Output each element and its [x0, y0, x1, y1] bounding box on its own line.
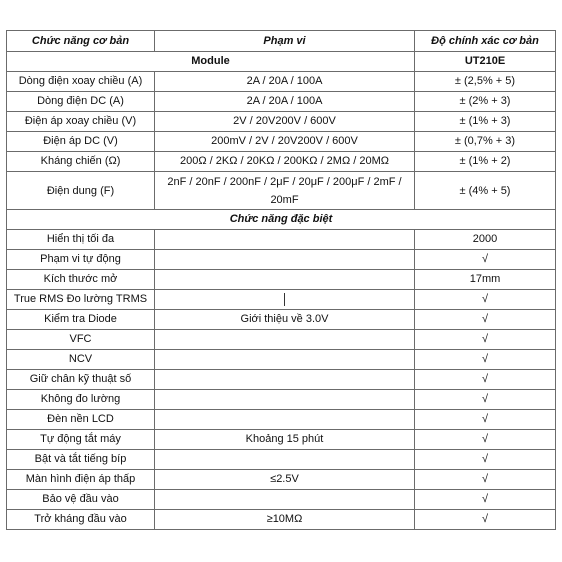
table-row — [7, 350, 556, 370]
special-value: 2000 — [415, 230, 556, 250]
special-name: VFC — [7, 330, 155, 350]
basic-name: Điện dung (F) — [7, 172, 155, 210]
basic-name: Dòng điện xoay chiều (A) — [7, 72, 155, 92]
special-name: Đèn nền LCD — [7, 410, 155, 430]
basic-accuracy: ± (2,5% + 5) — [415, 72, 556, 92]
special-value: √ — [415, 490, 556, 510]
model-value: UT210E — [415, 52, 556, 72]
special-value: √ — [415, 510, 556, 530]
special-name: Bật và tắt tiếng bíp — [7, 450, 155, 470]
basic-range: 2nF / 20nF / 200nF / 2μF / 20μF / 200μF / 2mF / 20mF — [155, 172, 415, 210]
special-value: √ — [415, 430, 556, 450]
basic-accuracy: ± (2% + 3) — [415, 92, 556, 112]
special-name: Bảo vệ đầu vào — [7, 490, 155, 510]
special-value: √ — [415, 310, 556, 330]
basic-accuracy: ± (4% + 5) — [415, 172, 556, 210]
special-range: Giới thiệu về 3.0V — [155, 310, 415, 330]
table-row — [7, 230, 556, 250]
special-value: √ — [415, 370, 556, 390]
basic-name: Dòng điện DC (A) — [7, 92, 155, 112]
special-range — [155, 450, 415, 470]
special-range: Khoảng 15 phút — [155, 430, 415, 450]
table-row — [7, 250, 556, 270]
table-row — [7, 72, 556, 92]
special-value: √ — [415, 390, 556, 410]
special-value: √ — [415, 330, 556, 350]
special-value: √ — [415, 410, 556, 430]
table-row — [7, 290, 556, 310]
table-row — [7, 410, 556, 430]
special-name: Không đo lường — [7, 390, 155, 410]
basic-range: 200mV / 2V / 20V200V / 600V — [155, 132, 415, 152]
special-range — [155, 230, 415, 250]
basic-range: 200Ω / 2KΩ / 20KΩ / 200KΩ / 2MΩ / 20MΩ — [155, 152, 415, 172]
special-name: Trở kháng đầu vào — [7, 510, 155, 530]
special-name: NCV — [7, 350, 155, 370]
table-row — [7, 510, 556, 530]
basic-range: 2V / 20V200V / 600V — [155, 112, 415, 132]
table-row — [7, 490, 556, 510]
special-range — [155, 370, 415, 390]
special-name: Kích thước mở — [7, 270, 155, 290]
table-row — [7, 172, 556, 210]
basic-name: Điện áp xoay chiều (V) — [7, 112, 155, 132]
special-name: Hiển thị tối đa — [7, 230, 155, 250]
special-name: Màn hình điện áp thấp — [7, 470, 155, 490]
special-name: Phạm vi tự động — [7, 250, 155, 270]
special-range: ≤2.5V — [155, 470, 415, 490]
header-row — [7, 31, 556, 52]
special-range-cursor-cell — [155, 290, 415, 310]
special-name: Tự động tắt máy — [7, 430, 155, 450]
special-name: True RMS Đo lường TRMS — [7, 290, 155, 310]
special-value: 17mm — [415, 270, 556, 290]
basic-name: Điện áp DC (V) — [7, 132, 155, 152]
table-row — [7, 430, 556, 450]
header-accuracy: Độ chính xác cơ bản — [415, 31, 556, 52]
table-row — [7, 390, 556, 410]
special-value: √ — [415, 350, 556, 370]
model-row — [7, 52, 556, 72]
header-function: Chức năng cơ bản — [7, 31, 155, 52]
table-row — [7, 112, 556, 132]
spec-table — [6, 30, 556, 530]
basic-accuracy: ± (1% + 2) — [415, 152, 556, 172]
special-name: Kiểm tra Diode — [7, 310, 155, 330]
special-range: ≥10MΩ — [155, 510, 415, 530]
basic-range: 2A / 20A / 100A — [155, 72, 415, 92]
table-row — [7, 270, 556, 290]
special-range — [155, 350, 415, 370]
section-row — [7, 210, 556, 230]
basic-accuracy: ± (1% + 3) — [415, 112, 556, 132]
special-value: √ — [415, 290, 556, 310]
basic-range: 2A / 20A / 100A — [155, 92, 415, 112]
special-section-title: Chức năng đặc biệt — [7, 210, 556, 230]
special-value: √ — [415, 470, 556, 490]
header-range: Phạm vi — [155, 31, 415, 52]
special-range — [155, 270, 415, 290]
model-label: Module — [7, 52, 415, 72]
basic-accuracy: ± (0,7% + 3) — [415, 132, 556, 152]
basic-name: Kháng chiến (Ω) — [7, 152, 155, 172]
table-row — [7, 92, 556, 112]
special-value: √ — [415, 450, 556, 470]
table-row — [7, 330, 556, 350]
special-range — [155, 330, 415, 350]
special-range — [155, 410, 415, 430]
special-range — [155, 390, 415, 410]
special-name: Giữ chân kỹ thuật số — [7, 370, 155, 390]
table-row — [7, 470, 556, 490]
table-row — [7, 310, 556, 330]
special-value: √ — [415, 250, 556, 270]
special-range — [155, 490, 415, 510]
table-row — [7, 132, 556, 152]
table-row — [7, 450, 556, 470]
text-cursor — [284, 293, 285, 306]
table-row — [7, 370, 556, 390]
special-range — [155, 250, 415, 270]
table-row — [7, 152, 556, 172]
